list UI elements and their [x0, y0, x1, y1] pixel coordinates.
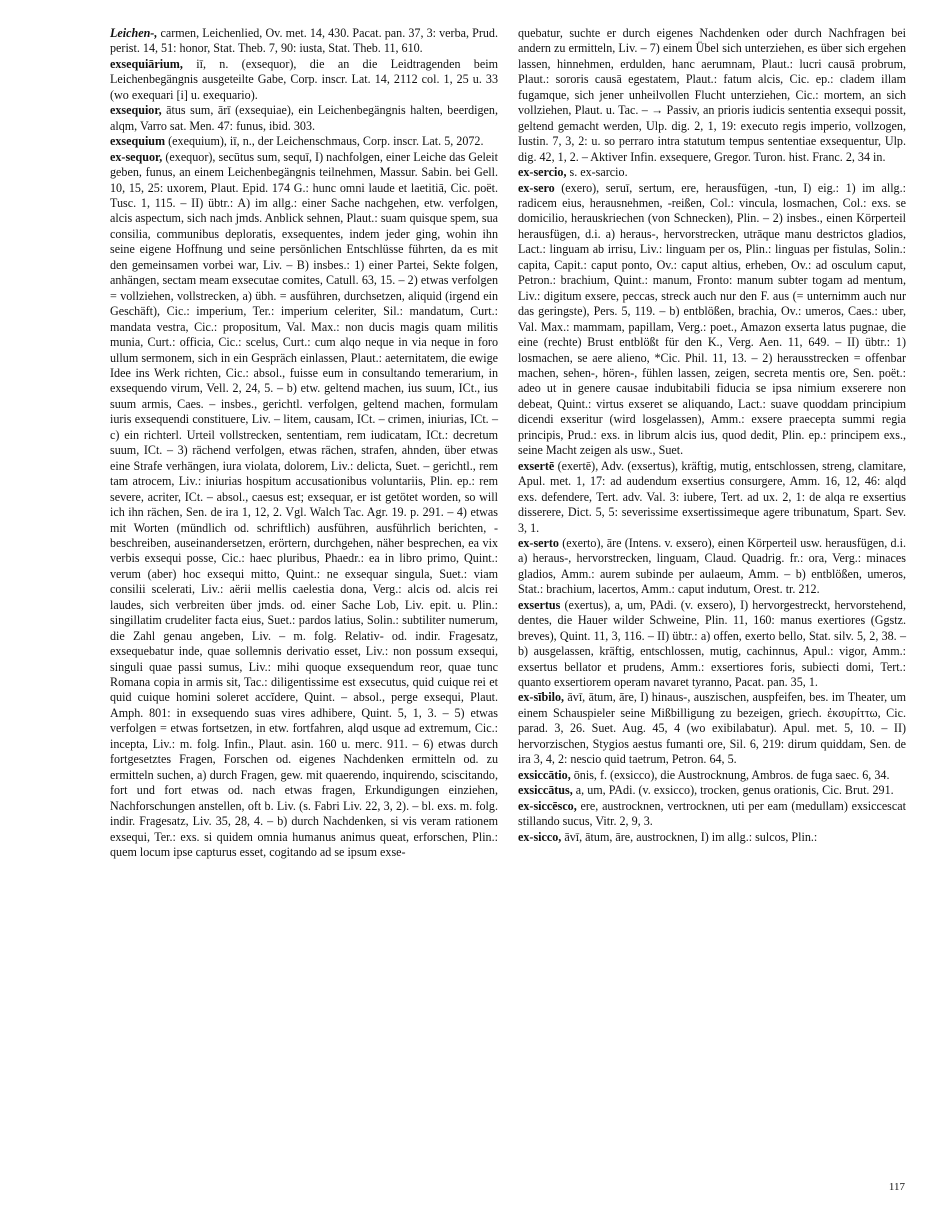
entry-text: (exertē), Adv. (exsertus), kräftig, mutig, entschlossen, streng, clamitare, Apul. met. 1, 17: ad audendum exsertius consurgere, Amm. 16, 12, 46: alqd exs. defendere, Tert. adv. Val. 3: iubere, Tert. ad ux. 2, 1: de alqa re exsertius disserere, Dict. 5, 5: severissime exsertissimeque agere tribunatum, Spart. Sev. 3, 1.: [518, 458, 906, 535]
dictionary-entry: [518, 768, 906, 783]
entry-headword: ex-sībilo,: [518, 690, 565, 705]
left-column: [110, 26, 498, 860]
entry-text: āvī, ātum, āre, austrocknen, I) im allg.: sulcos, Plin.:: [561, 829, 818, 844]
entry-headword: ex-sero: [518, 180, 555, 195]
entry-text: ere, austrocknen, vertrocknen, uti per eam (medullam) exsiccescat stillando sucus, Vitr. 2, 9, 3.: [518, 798, 906, 829]
dictionary-entry: [518, 598, 906, 691]
dictionary-entry: [518, 690, 906, 767]
dictionary-entry: [110, 57, 498, 103]
page-number: 117: [888, 1181, 905, 1193]
entry-headword: exsequior,: [110, 103, 162, 118]
dictionary-entry: [110, 150, 498, 861]
dictionary-entry: [518, 783, 906, 798]
entry-headword: exsequium: [110, 134, 166, 149]
entry-text: (exequor), secūtus sum, sequī, I) nachfolgen, einer Leiche das Geleit geben, funus, an einem Leichenbegängnis teilnehmen, Massur. Sabin. bei Gell. 10, 15, 25: uxorem, Plaut. Epid. 174 G.: hunc omni laude et laetitiā, Cic. poët. Tusc. 1, 115. – II) übtr.: A) im allg.: einer Sache nachgehen, etw. verfolgen, alcis aspectum, sich nach jmds. Anblick sehnen, Plaut.: suam quisque spem, sua consilia, communibus deploratis, exsequentes, indem jeder ging, wohin ihn seine eigene Hoffnung und seine persönlichen Entschlüsse führten, da es mit den gemeinsamen vorbei war, Liv. – B) insbes.: 1) einer Partei, Sekte folgen, anhängen, sectam meam exsecutae comites, Catull. 63, 15. – 2) etwas verfolgen = vollziehen, vollstrecken, a) übh. = ausführen, durchsetzen, aliquid (irgend ein Geschäft), Cic.: imperium, Ter.: imperium celeriter, Sil.: mandatum, Curt.: mandata vestra, Cic.: propositum, Val. Max.: non ducis magis quam militis munia, Curt.: officia, Cic.: scelus, Curt.: cum alqo neque in via neque in foro ullum sermonem, sich in ein Gespräch einlassen, Plaut.: aeternitatem, die ewige Idee ins Werk richten, Cic.: absol., fuisse eum in consultando temerarium, in exsequendo virum, Vell. 2, 24, 5. – b) etw. geltend machen, ius suum, ICt., ius suum armis, Caes. – insbes., gerichtl. verfolgen, geltend machen, formulam iuris exsequendi constituere, Liv. – litem, causam, ICt. – crimen, iniurias, ICt. – c) ein richterl. Urteil vollstrecken, sententiam, rem iudicatam, ICt.: decretum suum, ICt. – 3) rächend verfolgen, etwas rächen, strafen, ahnden, über etwas eine Strafe verhängen, iura violata, dolorem, Liv.: delicta, Suet. – gerichtl., rem tam atrocem, Liv.: iniurias hospitum accusationibus voluntariis, Plin. ep.: rem severe, acriter, ICt. – absol., caesus est; exsequar, er ist getötet worden, so will ich ihn rächen, Sen. de ira 1, 12, 2. Vgl. Walch Tac. Agr. 19. p. 291. – 4) etwas mit Worten (mündlich od. schriftlich) ausführen, ausführlich berichten, -beschreiben, auseinandersetzen, erörtern, durchgehen, näher besprechen, ea vix verbis exsequi posse, Cic.: haec pluribus, Phaedr.: ea in libro primo, Quint.: verum (aber) hoc exsequi mitto, Quint.: ne exsequar singula, Suet.: viam consilii scelerati, Liv.: aërii mellis caelestia dona, Verg.: alcis od. alcis rei laudes, sich verbreiten über jmds. od. einer Sache Lob, Liv. epit. u. Plin.: singillatim crudeliter facta eius, Suet.: pardos latius, Solin.: subtiliter numerum, die Zahl genau angeben, Liv. – m. folg. Relativ- od. indir. Fragesatz, exsequebatur inde, quae sollemnis derivatio esset, Liv.: non possum exsequi, singuli quae passi sumus, Liv.: mihi quoque exsequendum reor, quae tunc Romana copia in armis sit, Tac.: diligentissime est exsecutus, quid cuique rei et quid cuique homini soleret accĭdere, Quint. – absol., perge exsequi, Plaut. Amph. 801: in exsequendo suas vires adhibere, Quint. 5, 1, 3. – 5) etwas verfolgen = etwas fortsetzen, in etw. fortfahren, alqd usque ad extremum, Cic.: incepta, Liv.: m. folg. Infin., Plaut. asin. 160 u. merc. 911. – 6) etwas durch fortgesetztes Fragen, Forschen od. eigenes Nachdenken ermitteln od. zu ermitteln suchen, a) durch Fragen, gew. mit quaerendo, inquirendo, sciscitando, fort und fort etwas od. nach etwas fragen, Erkundigungen einziehen, Nachforschungen anstellen, oft b. Liv. (s. Fabri Liv. 22, 3, 2). – bl. exs. m. folg. indir. Fragesatz, Liv. 35, 28, 4. – b) durch Nachdenken, si vis veram rationem exsequi, Ter.: exs. si quidem omnia humanus animus queat, erforschen, Plin.: quem locum ipse capturus esset, cogitando ad se ipsum exse-: [110, 149, 498, 860]
entry-text: carmen, Leichenlied, Ov. met. 14, 430. Pacat. pan. 37, 3: verba, Prud. perist. 14, 51: honor, Stat. Theb. 7, 90: iusta, Stat. Theb. 11, 610.: [110, 26, 498, 56]
entry-text: a, um, PAdi. (v. exsicco), trocken, genus orationis, Cic. Brut. 291.: [572, 783, 894, 798]
entry-text: āvī, ātum, āre, I) hinaus-, auszischen, auspfeifen, bes. im Theater, um einem Schauspieler seine Mißbilligung zu bezeigen, griech. ἐκσυρίττω, Cic. parad. 3, 26. Suet. Aug. 45, 4 (wo exibilabatur). Apul. met. 5, 10. – II) hervorzischen, Stygios aestus fumanti ore, Sil. 6, 219: dirum quiddam, Sen. de ira 3, 4, 2: nescio quid taetrum, Petron. 64, 5.: [518, 690, 906, 767]
entry-text: ōnis, f. (exsicco), die Austrocknung, Ambros. de fuga saec. 6, 34.: [570, 767, 890, 782]
entry-headword: exsiccātio,: [518, 767, 571, 782]
dictionary-entry: [110, 103, 498, 134]
entry-headword: ex-sicco,: [518, 829, 562, 844]
entry-headword: ex-siccēsco,: [518, 798, 577, 813]
dictionary-entry: [518, 26, 906, 165]
entry-headword: Leichen-,: [110, 26, 158, 40]
dictionary-entry: [518, 165, 906, 180]
entry-headword: exsequiārium,: [110, 56, 183, 71]
entry-text: quebatur, suchte er durch eigenes Nachdenken oder durch Nachfragen bei andern zu ermitteln, Liv. – 7) einem Übel sich unterziehen, es über sich ergehen lassen, hinnehmen, erdulden, hanc aerumnam, Plaut.: lucri causā probrum, Plaut.: sororis causā egestatem, Plaut.: fatum alcis, Cic. ep.: cladem illam fugamque, sich jener unheilvollen Flucht unterziehen, Cic.: mortem, an sich vollziehen, Plaut. u. Tac. – → Passiv, an prioris iudicis sententia exsequi possit, geltend gemacht werden, Ulp. dig. 2, 1, 19: executo regis imperio, vollzogen, Iustin. 7, 3, 2: u. so perraro intra statutum tempus sententiae exsequentur, Ulp. dig. 42, 1, 2. – Aktiver Infin. exsequere, Gregor. Turon. hist. Franc. 2, 34 in.: [518, 26, 906, 164]
dictionary-entry: [518, 459, 906, 536]
entry-headword: ex-sequor,: [110, 149, 163, 164]
entry-text: ātus sum, ārī (exsequiae), ein Leichenbegängnis halten, beerdigen, alqm, Varro sat. Men. 47: funus, ibid. 303.: [110, 103, 498, 133]
entry-text: iī, n. (exsequor), die an die Leidtragenden beim Leichenbegängnis ausgeteilte Gabe, Corp. inscr. Lat. 14, 2112 col. 1, 25 u. 33 (wo exequari [i] u. exequario).: [110, 56, 498, 102]
dictionary-entry: [518, 181, 906, 459]
dictionary-entry: [518, 536, 906, 598]
dictionary-entry: [518, 799, 906, 830]
entry-headword: ex-serto: [518, 535, 559, 550]
entry-headword: exsertē: [518, 458, 555, 473]
entry-text: (exertus), a, um, PAdi. (v. exsero), I) hervorgestreckt, hervorstehend, dentes, die Hauer wilder Schweine, Plin. 11, 160: manus exertiores (Ggstz. breves), Quint. 11, 3, 116. – II) übtr.: a) offen, exerto bello, Stat. silv. 5, 2, 38. – b) ausgelassen, kräftig, entschlossen, mutig, cachinnus, Apul.: vigor, Amm.: exsertus bellator et prudens, Amm.: exsertiores foris, subiecti domi, Tert.: quanto exsertiorem operam navaret tyranno, Pacat. pan. 35, 1.: [518, 597, 906, 690]
entry-text: (exerto), āre (Intens. v. exsero), einen Körperteil usw. herausfügen, d.i. a) heraus-, hervorstrecken, linguam, Claud. Quadrig. fr.: ora, Verg.: minaces gladios, Amm.: aurem subinde per aulaeum, Amm. – b) entblößen, umeros, Stat.: brachium, lacertos, Amm.: caput indutum, Orest. tr. 212.: [518, 535, 906, 597]
dictionary-entry: [110, 134, 498, 149]
right-column: [518, 26, 906, 845]
dictionary-entry: [110, 26, 498, 57]
dictionary-entry: [518, 830, 906, 845]
entry-text: s. ex-sarcio.: [566, 165, 628, 180]
entry-text: (exequium), iī, n., der Leichenschmaus, Corp. inscr. Lat. 5, 2072.: [165, 134, 484, 149]
entry-headword: exsertus: [518, 597, 561, 612]
entry-headword: exsiccātus,: [518, 783, 573, 798]
entry-headword: ex-sercio,: [518, 165, 567, 180]
entry-text: (exero), seruī, sertum, ere, herausfügen, -tun, I) eig.: 1) im allg.: radicem eius, herausnehmen, -reißen, Col.: vincula, losmachen, Col.: exs. se domicilio, herauskriechen (von Schnecken), Plin. – 2) insbes., einen Körperteil herausfügen, d.i. a) heraus-, hervorstrecken, utrāque manu destrictos gladios, Lact.: linguam ab irrisu, Liv.: linguam per os, Plin.: linguas per fistulas, Solin.: capita, Capit.: caput ponto, Ov.: caput altius, erheben, Ov.: ad osculum caput, Petron.: brachium, Quint.: manum, Fronto: manum subter togam ad mentum, Liv.: digitum exsere, peccas, streck auch nur den F. aus (= unternimm auch nur das geringste), Pers. 5, 119. – b) entblößen, brachia, Ov.: umeros, Caes.: uber, Val. Max.: mammam, papillam, Verg.: poet., Amazon exserta latus pugnae, die eine (rechte) Brust entblößt für den K., Verg. Aen. 11, 649. – II) übtr.: 1) losmachen, se aere alieno, *Cic. Phil. 11, 13. – 2) herausstrecken = offenbar machen, sehen-, hören-, fühlen lassen, zeigen, secreta mentis ore, Sen. poët.: adeo ut in genere causae indubitabili fiducia se ipsa nimium exserere non debeat, Quint.: virtus exseret se aliquando, Lact.: suave quoddam principium dicendi exseritur (wird losgelassen), Amm.: exsere praecepta summi regia principis, Prud.: exs. in librum alcis ius, quod dedit, Plin. ep.: principem exs., seine Macht zeigen als usw., Suet.: [518, 180, 906, 458]
